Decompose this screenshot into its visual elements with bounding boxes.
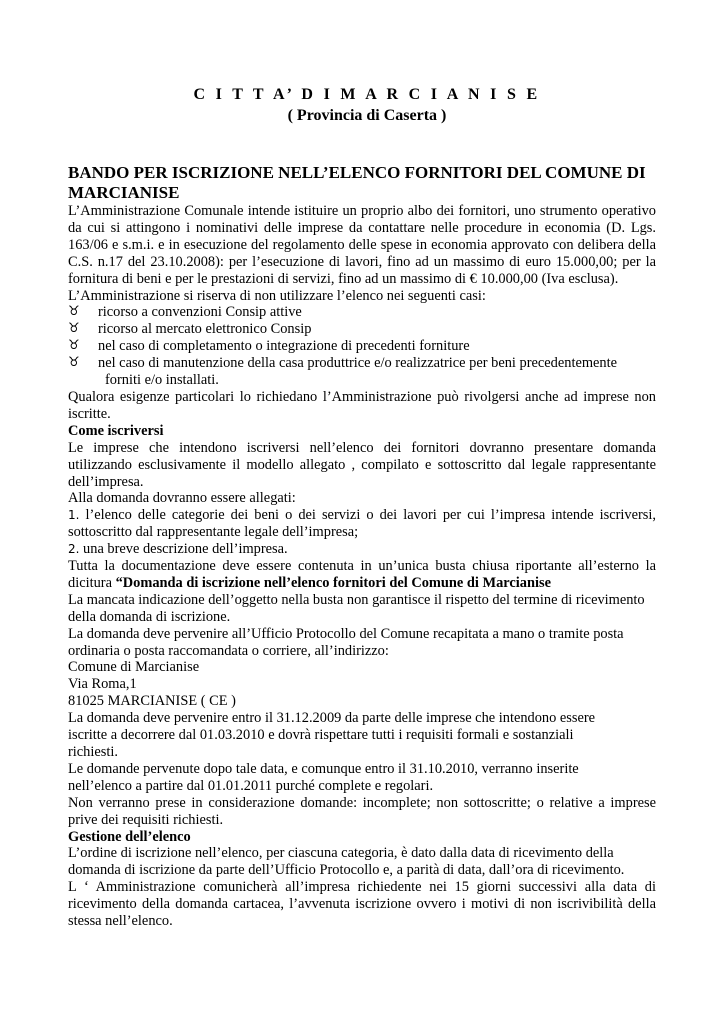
bullet-continuation: forniti e/o installati. — [105, 372, 219, 389]
bullet-item — [68, 321, 656, 338]
attachment-item — [68, 507, 656, 541]
bullet-item — [68, 355, 656, 389]
bullet-item — [68, 304, 656, 321]
attachment-text: una breve descrizione dell’impresa. — [79, 541, 288, 558]
envelope-label: “Domanda di iscrizione nell’elenco fornitori del Comune di Marcianise — [115, 574, 551, 591]
order-line: domanda di iscrizione da parte dell’Ufficio Protocollo e, a parità di data, dall’ora di ricevimento. — [68, 862, 625, 879]
envelope-paragraph — [68, 558, 656, 592]
attachment-item — [68, 541, 656, 558]
later-line: Le domande pervenute dopo tale data, e comunque entro il 31.10.2010, verranno inserite — [68, 760, 579, 777]
deadline-line: iscritte a decorrere dal 01.03.2010 e dovrà rispettare tutti i requisiti formali e sostanziali — [68, 727, 574, 744]
address-line: Via Roma,1 — [68, 676, 137, 693]
iscriversi-paragraph: Le imprese che intendono iscriversi nell’elenco dei fornitori dovranno presentare domanda utilizzando esclusivamente il modello allegato , compilato e sottoscritto dal legale rappresentante dell’impresa. — [68, 439, 656, 490]
section-heading-gestione: Gestione dell’elenco — [68, 828, 191, 845]
address-line: 81025 MARCIANISE ( CE ) — [68, 693, 236, 710]
document-body — [68, 163, 656, 930]
deadline-line: La domanda deve pervenire entro il 31.12.2009 da parte delle imprese che intendono essere — [68, 710, 596, 727]
bullet-text: nel caso di manutenzione della casa produttrice e/o realizzatrice per beni precedentemente — [98, 355, 617, 372]
missing-paragraph: La mancata indicazione dell’oggetto nella busta non garantisce il rispetto del termine di ricevimento della domanda di iscrizione. — [68, 591, 645, 625]
province-header: ( Provincia di Caserta ) — [287, 107, 447, 124]
delivery-line: ordinaria o posta raccomandata o corriere, all’indirizzo: — [68, 642, 389, 659]
reserve-intro: L’Amministrazione si riserva di non utilizzare l’elenco nei seguenti casi: — [68, 287, 486, 304]
order-line: L’ordine di iscrizione nell’elenco, per ciascuna categoria, è dato dalla data di ricevimento della — [68, 845, 614, 862]
taurus-bullet-icon: ♉ — [68, 304, 80, 320]
envelope-text: Tutta la documentazione deve essere contenuta in un’unica busta chiusa riportante all’esterno la dicitura — [68, 558, 656, 591]
attachment-number: 2. — [68, 542, 80, 557]
attachment-text: l’elenco delle categorie dei beni o dei servizi o dei lavori per cui l’impresa intende iscriversi, sottoscritto dal rappresentante legale dell’impresa; — [68, 507, 656, 541]
exceptions-paragraph: Qualora esigenze particolari lo richiedano l’Amministrazione può rivolgersi anche ad imprese non iscritte. — [68, 388, 656, 422]
attachment-number: 1. — [68, 508, 80, 523]
deadline-line: richiesti. — [68, 744, 118, 760]
bullet-item — [68, 338, 656, 355]
bullet-text: nel caso di completamento o integrazione di precedenti forniture — [98, 338, 470, 355]
document-title: BANDO PER ISCRIZIONE NELL’ELENCO FORNITORI DEL COMUNE DI MARCIANISE — [68, 163, 646, 202]
taurus-bullet-icon: ♉ — [68, 321, 80, 337]
bullet-text: ricorso al mercato elettronico Consip — [98, 321, 312, 338]
rejected-paragraph: Non verranno prese in considerazione domande: incomplete; non sottoscritte; o relative a imprese prive dei requisiti richiesti. — [68, 794, 656, 828]
bullet-text: ricorso a convenzioni Consip attive — [98, 304, 302, 321]
delivery-line: La domanda deve pervenire all’Ufficio Protocollo del Comune recapitata a mano o tramite posta — [68, 625, 624, 642]
attachments-intro: Alla domanda dovranno essere allegati: — [68, 490, 296, 507]
communication-paragraph: L ‘ Amministrazione comunicherà all’impresa richiedente nei 15 giorni successivi alla data di ricevimento della domanda cartacea, l’avvenuta iscrizione ovvero i motivi di non iscrivibilità della stessa nell’elenco. — [68, 879, 656, 930]
city-header: C I T T A’ D I M A R C I A N I S E — [193, 86, 541, 103]
intro-paragraph: L’Amministrazione Comunale intende istituire un proprio albo dei fornitori, uno strumento operativo da cui si attingono i nominativi delle imprese da contattare nelle procedure in economia (D. Lgs. 163/06 e s.m.i. e in esecuzione del regolamento delle spese in economia approvato con delibera della C.S. n.17 del 23.10.2008): per l’esecuzione di lavori, fino ad un massimo di euro 15.000,00; per la fornitura di beni e per le prestazioni di servizi, fino ad un massimo di € 10.000,00 (Iva esclusa). — [68, 203, 656, 287]
taurus-bullet-icon: ♉ — [68, 355, 80, 371]
later-line: nell’elenco a partire dal 01.01.2011 purché complete e regolari. — [68, 777, 434, 794]
section-heading-iscriversi: Come iscriversi — [68, 422, 164, 439]
taurus-bullet-icon: ♉ — [68, 338, 80, 354]
address-line: Comune di Marcianise — [68, 659, 200, 676]
